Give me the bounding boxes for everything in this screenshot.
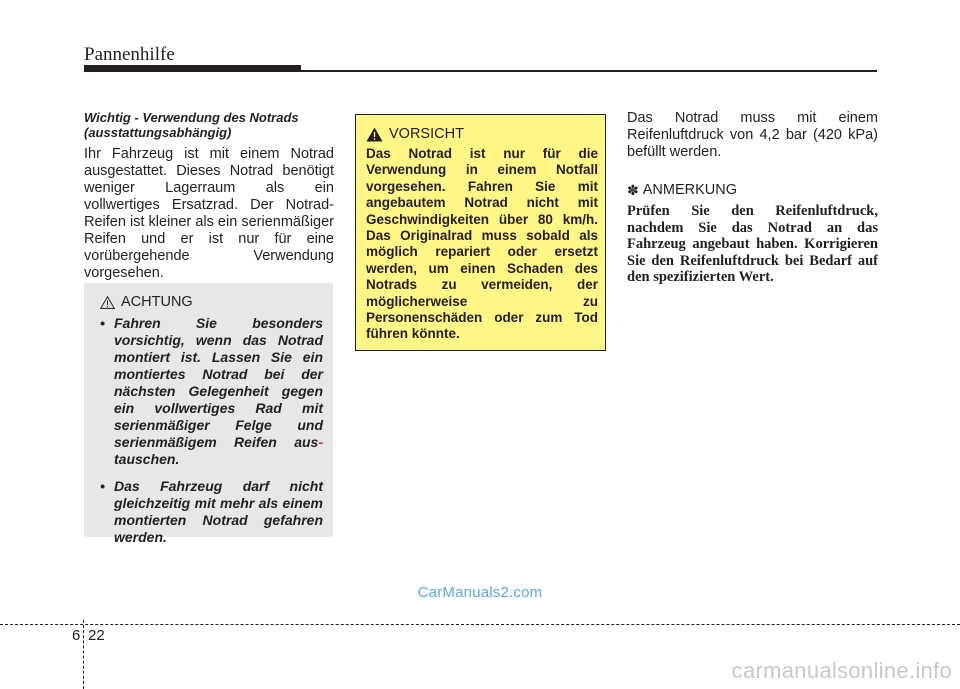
achtung-item <box>100 478 323 546</box>
note-star-icon: ✽ <box>627 182 639 198</box>
bullet: • <box>100 315 105 331</box>
bullet: • <box>100 478 105 494</box>
left-column <box>84 110 334 282</box>
header-rule-thin <box>84 70 877 72</box>
watermark-link[interactable]: CarManuals2.com <box>417 584 543 601</box>
site-watermark: carmanualsonline.info <box>731 658 952 683</box>
section-subheading <box>84 110 334 140</box>
page-chapter-number: 6 <box>72 627 81 644</box>
intro-paragraph: Ihr Fahrzeug ist mit einem Notrad ausgestattet. Dieses Notrad benötigt weniger Lagerraum als ein vollwertiges Ersatzrad. Der Notrad-Reifen ist kleiner als ein serienmäßiger Reifen und er ist nur für eine vorübergehende Verwendung vorgesehen. <box>84 146 334 281</box>
vorsicht-text: Das Notrad ist nur für die Verwendung in einem Notfall vorgesehen. Fahren Sie mit angebautem Notrad nicht mit Geschwindigkeiten über 80 km/h. Das Originalrad muss sobald als möglich repariert oder ersetzt werden, um einen Schaden des Notrads zu vermeiden, der möglicherweise zu Personenschäden oder zum Tod führen könnte. <box>366 146 598 342</box>
subheading-line-2: (ausstattungsabhängig) <box>84 125 232 140</box>
achtung-item-text-end: tauschen. <box>114 451 180 467</box>
pressure-paragraph: Das Notrad muss mit einem Reifenluftdruck von 4,2 bar (420 kPa) befüllt werden. <box>627 110 878 160</box>
footer-vertical-divider <box>83 620 84 689</box>
achtung-item <box>100 315 323 468</box>
achtung-title: ACHTUNG <box>121 294 193 310</box>
page-header-title: Pannenhilfe <box>84 44 175 65</box>
footer-divider <box>0 624 960 625</box>
vorsicht-title: VORSICHT <box>389 126 464 142</box>
achtung-list <box>100 315 323 546</box>
vorsicht-header <box>366 125 598 143</box>
note-header <box>627 181 878 199</box>
warning-outline-icon <box>100 296 115 309</box>
hyphenation-mark: - <box>318 434 323 450</box>
page-number: 22 <box>88 627 105 644</box>
vorsicht-box <box>355 114 606 351</box>
right-column <box>627 110 878 286</box>
subheading-line-1: Wichtig - Verwendung des Notrads <box>84 110 299 125</box>
achtung-item-text: Das Fahrzeug darf nicht gleichzeitig mit mehr als einem montierten Notrad gefahren werden. <box>114 478 323 545</box>
achtung-box <box>84 283 333 545</box>
achtung-header <box>100 293 323 311</box>
warning-filled-icon <box>366 127 383 142</box>
note-title: ANMERKUNG <box>642 182 737 198</box>
achtung-item-text: Fahren Sie besonders vorsichtig, wenn das Notrad montiert ist. Lassen Sie ein montiertes Notrad bei der nächsten Gelegenheit gegen ein vollwertiges Rad mit serienmäßiger Felge und serienmäßigem Reifen aus <box>114 315 323 450</box>
note-text: Prüfen Sie den Reifenluftdruck, nachdem Sie das Notrad an das Fahrzeug angebaut haben. Korrigieren Sie den Reifenluftdruck bei Bedarf auf den spezifizierten Wert. <box>627 203 878 286</box>
